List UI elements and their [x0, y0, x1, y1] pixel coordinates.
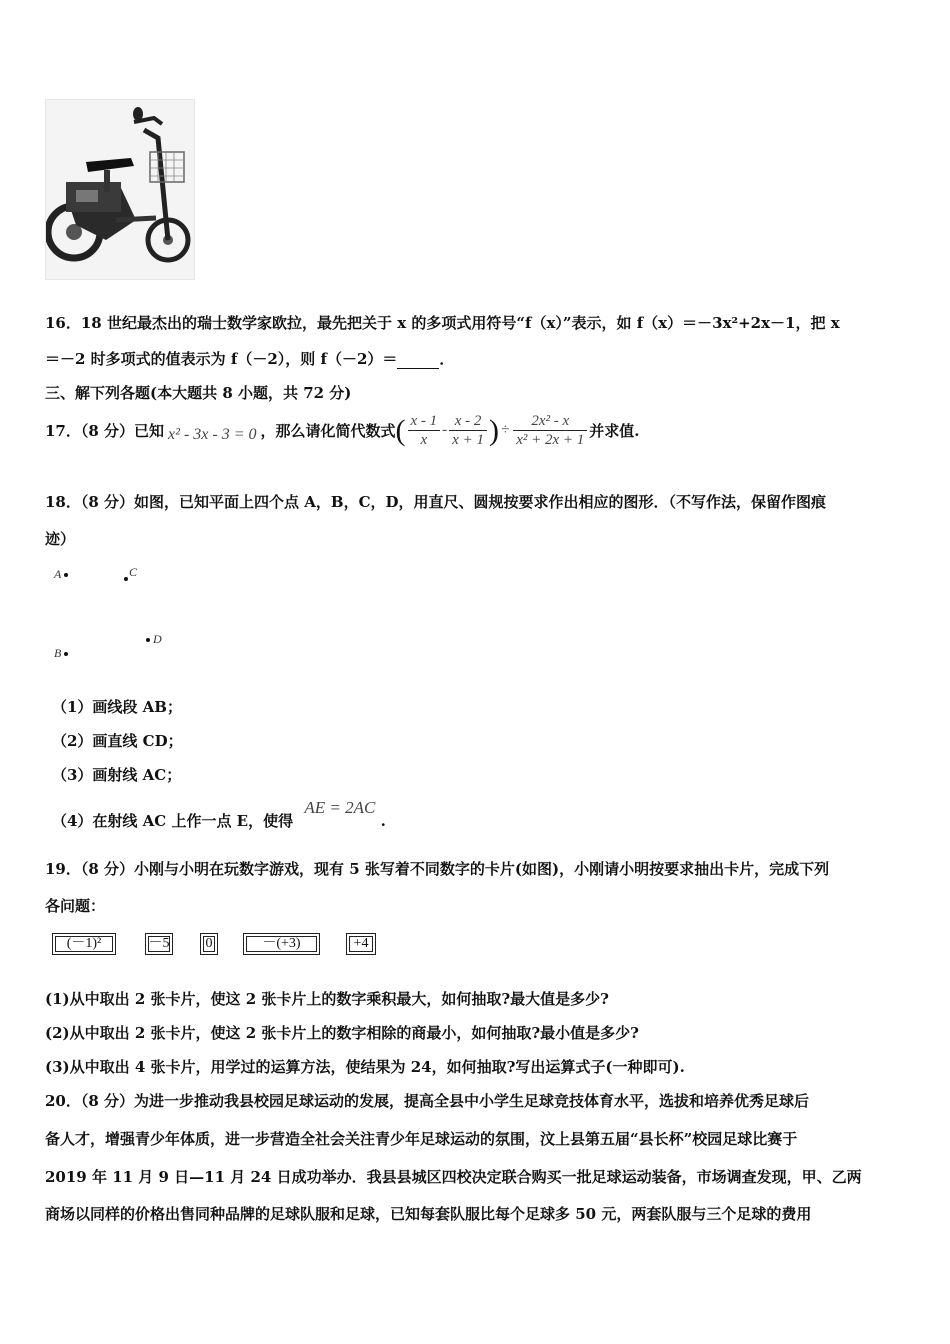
q20-line-3: 2019 年 11 月 9 日—11 月 24 日成功举办．我县县城区四校决定联合购买一批足球运动装备，市场调查发现，甲、乙两 [45, 1168, 862, 1186]
q19-line2: 各问题： [45, 897, 106, 915]
fraction-2-denominator: x + 1 [452, 432, 484, 448]
q20-line-2: 备人才，增强青少年体质，进一步营造全社会关注青少年足球运动的氛围，汶上县第五届“县长杯”校园足球比赛于 [45, 1130, 798, 1148]
q19-item-3: (3)从中取出 4 张卡片，用学过的运算方法，使结果为 24，如何抽取?写出运算式子(一种即可). [45, 1058, 685, 1076]
point-b-dot [64, 652, 68, 656]
fraction-2 [449, 412, 487, 449]
fraction-2-numerator: x - 2 [449, 412, 487, 431]
point-d-dot [146, 638, 150, 642]
q16-line1: 16．18 世纪最杰出的瑞士数学家欧拉，最先把关于 x 的多项式用符号“f（x）”表示，如 f（x）＝－3x²+2x－1，把 x [45, 314, 840, 332]
point-c-label: C [129, 565, 138, 579]
number-card-4 [243, 933, 320, 955]
q18-item-4-text: （4）在射线 AC 上作一点 E，使得 [52, 812, 294, 830]
fraction-1-denominator: x [420, 432, 428, 448]
point-d-label: D [153, 632, 162, 646]
left-paren: ( [395, 413, 406, 447]
q18-line2: 迹） [45, 530, 76, 548]
q17-prefix: 17．（8 分）已知 [45, 422, 165, 440]
q18-item-4-formula: AE = 2AC [304, 798, 376, 817]
number-card-3-value: 0 [205, 936, 213, 951]
point-a-label: A [54, 567, 62, 581]
point-d [146, 632, 162, 647]
q20-line-1: 20．（8 分）为进一步推动我县校园足球运动的发展，提高全县中小学生足球竞技体育水平，选拔和培养优秀足球后 [45, 1092, 810, 1110]
number-card-2-value: －5 [148, 936, 170, 951]
q18-item-3: （3）画射线 AC； [52, 766, 182, 784]
electric-bike-illustration [46, 100, 194, 279]
q16-line2-end: ． [439, 350, 455, 368]
point-c-dot [124, 577, 128, 581]
q17 [45, 412, 639, 449]
number-card-3 [200, 933, 218, 955]
divide-sign: ÷ [500, 422, 510, 438]
q18-line1: 18．（8 分）如图，已知平面上四个点 A，B，C，D，用直尺、圆规按要求作出相应的图形．（不写作法，保留作图痕 [45, 493, 827, 511]
number-card-1 [52, 933, 116, 955]
point-b [54, 646, 68, 661]
q16-line2-text: ＝－2 时多项式的值表示为 f（－2），则 f（－2）＝ [45, 350, 398, 368]
q17-suffix: 并求值. [589, 422, 640, 440]
point-a [54, 567, 68, 582]
number-card-1-value: (－1)² [66, 936, 102, 951]
answer-blank [397, 354, 439, 369]
section-heading: 三、解下列各题(本大题共 8 小题，共 72 分) [45, 384, 352, 402]
fraction-3 [513, 412, 587, 449]
fraction-1 [408, 412, 441, 449]
point-a-dot [64, 573, 68, 577]
q19-line1: 19．（8 分）小刚与小明在玩数字游戏，现有 5 张写着不同数字的卡片(如图)，小刚请小明按要求抽出卡片，完成下列 [45, 860, 830, 878]
point-b-label: B [54, 646, 62, 660]
q18-item-4-end: . [380, 812, 386, 830]
q19-item-1: (1)从中取出 2 张卡片，使这 2 张卡片上的数字乘积最大，如何抽取?最大值是多少? [45, 990, 609, 1008]
point-c [124, 565, 137, 580]
q17-condition: x² - 3x - 3 = 0 [168, 425, 257, 443]
q19-item-2: (2)从中取出 2 张卡片，使这 2 张卡片上的数字相除的商最小，如何抽取?最小值是多少? [45, 1024, 639, 1042]
q18-item-2: （2）画直线 CD； [52, 732, 183, 750]
fraction-3-denominator: x² + 2x + 1 [516, 432, 585, 448]
number-card-4-value: －(+3) [262, 936, 301, 951]
q20-line-4: 商场以同样的价格出售同种品牌的足球队服和足球，已知每套队服比每个足球多 50 元，两套队服与三个足球的费用 [45, 1205, 812, 1223]
q18-item-1: （1）画线段 AB； [52, 698, 182, 716]
q16-line2 [45, 348, 454, 369]
fraction-3-numerator: 2x² - x [513, 412, 587, 431]
minus-sign: - [442, 422, 448, 438]
q17-middle: ，那么请化简代数式 [260, 422, 396, 440]
right-paren: ) [488, 413, 499, 447]
q18-item-4 [52, 797, 386, 830]
number-card-5 [346, 933, 376, 955]
electric-bike-photo [45, 99, 195, 280]
fraction-1-numerator: x - 1 [408, 412, 441, 431]
number-card-2 [145, 933, 173, 955]
number-card-5-value: +4 [353, 936, 369, 951]
